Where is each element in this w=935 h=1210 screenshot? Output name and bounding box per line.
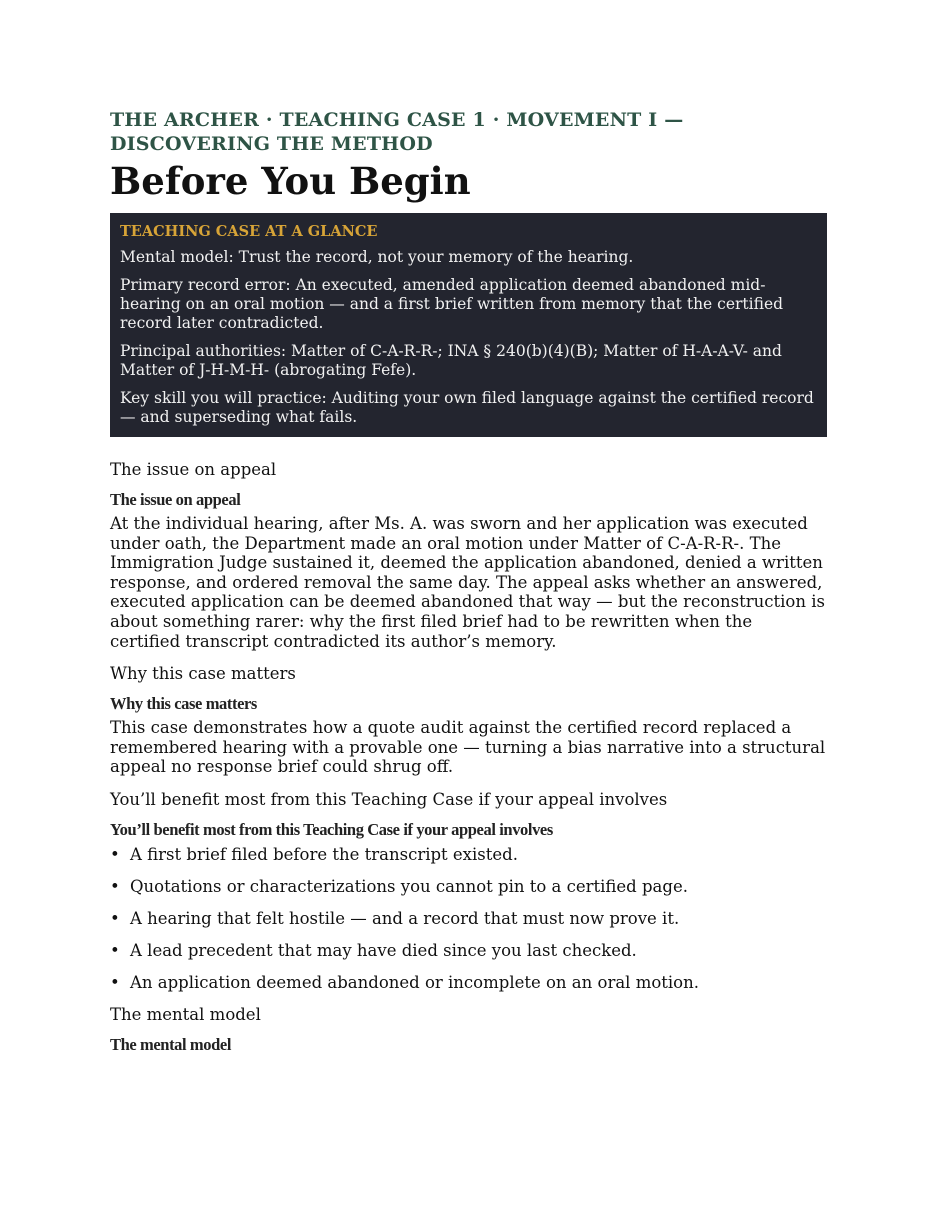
bullet-icon: • <box>110 940 120 960</box>
list-item <box>110 940 827 962</box>
page-title: Before You Begin <box>110 159 471 203</box>
bullet-icon: • <box>110 972 120 992</box>
matters-section-heading: Why this case matters <box>110 694 257 714</box>
glance-heading: TEACHING CASE AT A GLANCE <box>120 223 378 240</box>
list-item-text: A hearing that felt hostile — and a record that must now prove it. <box>130 908 680 928</box>
glance-item-authorities: Principal authorities: Matter of C-A-R-R-; INA § 240(b)(4)(B); Matter of H-A-A-V- and Matter of J-H-M-H- (abrogating Fefe). <box>120 342 782 379</box>
case-at-a-glance-box <box>110 213 827 437</box>
document-page <box>110 108 827 1059</box>
benefit-bullet-list <box>110 844 827 994</box>
benefit-section-label: You’ll benefit most from this Teaching Case if your appeal involves <box>110 789 668 809</box>
bullet-icon: • <box>110 908 120 928</box>
list-item-text: A first brief filed before the transcript existed. <box>130 844 518 864</box>
list-item <box>110 844 827 866</box>
bullet-icon: • <box>110 844 120 864</box>
list-item <box>110 908 827 930</box>
glance-item-mental-model: Mental model: Trust the record, not your memory of the hearing. <box>120 248 634 266</box>
issue-section-body: At the individual hearing, after Ms. A. was sworn and her application was executed under oath, the Department made an oral motion under Matter of C-A-R-R-. The Immigration Judge sustained it, deemed the application abandoned, denied a written response, and ordered removal the same day. The appeal asks whether an answered, executed application can be deemed abandoned that way — but the reconstruction is about something rarer: why the first filed brief had to be rewritten when the certified transcript contradicted its author’s memory. <box>110 514 825 651</box>
matters-section-label: Why this case matters <box>110 664 296 684</box>
list-item-text: An application deemed abandoned or incomplete on an oral motion. <box>130 972 699 992</box>
list-item <box>110 876 827 898</box>
benefit-section-heading: You’ll benefit most from this Teaching Case if your appeal involves <box>110 819 553 839</box>
series-eyebrow: THE ARCHER · TEACHING CASE 1 · MOVEMENT I — DISCOVERING THE METHOD <box>110 109 684 155</box>
model-section-label: The mental model <box>110 1004 261 1024</box>
issue-section-heading: The issue on appeal <box>110 490 241 509</box>
matters-section-body: This case demonstrates how a quote audit against the certified record replaced a remembered hearing with a provable one — turning a bias narrative into a structural appeal no response brief could shrug off. <box>110 718 826 777</box>
list-item-text: Quotations or characterizations you cannot pin to a certified page. <box>130 876 688 896</box>
list-item <box>110 972 827 994</box>
model-section-heading: The mental model <box>110 1034 232 1054</box>
list-item-text: A lead precedent that may have died since you last checked. <box>130 940 637 960</box>
bullet-icon: • <box>110 876 120 896</box>
issue-section-label: The issue on appeal <box>110 460 277 479</box>
glance-item-record-error: Primary record error: An executed, amended application deemed abandoned mid-hearing on an oral motion — and a first brief written from memory that the certified record later contradicted. <box>120 276 784 332</box>
glance-item-key-skill: Key skill you will practice: Auditing your own filed language against the certified record — and superseding what fails. <box>120 389 814 426</box>
